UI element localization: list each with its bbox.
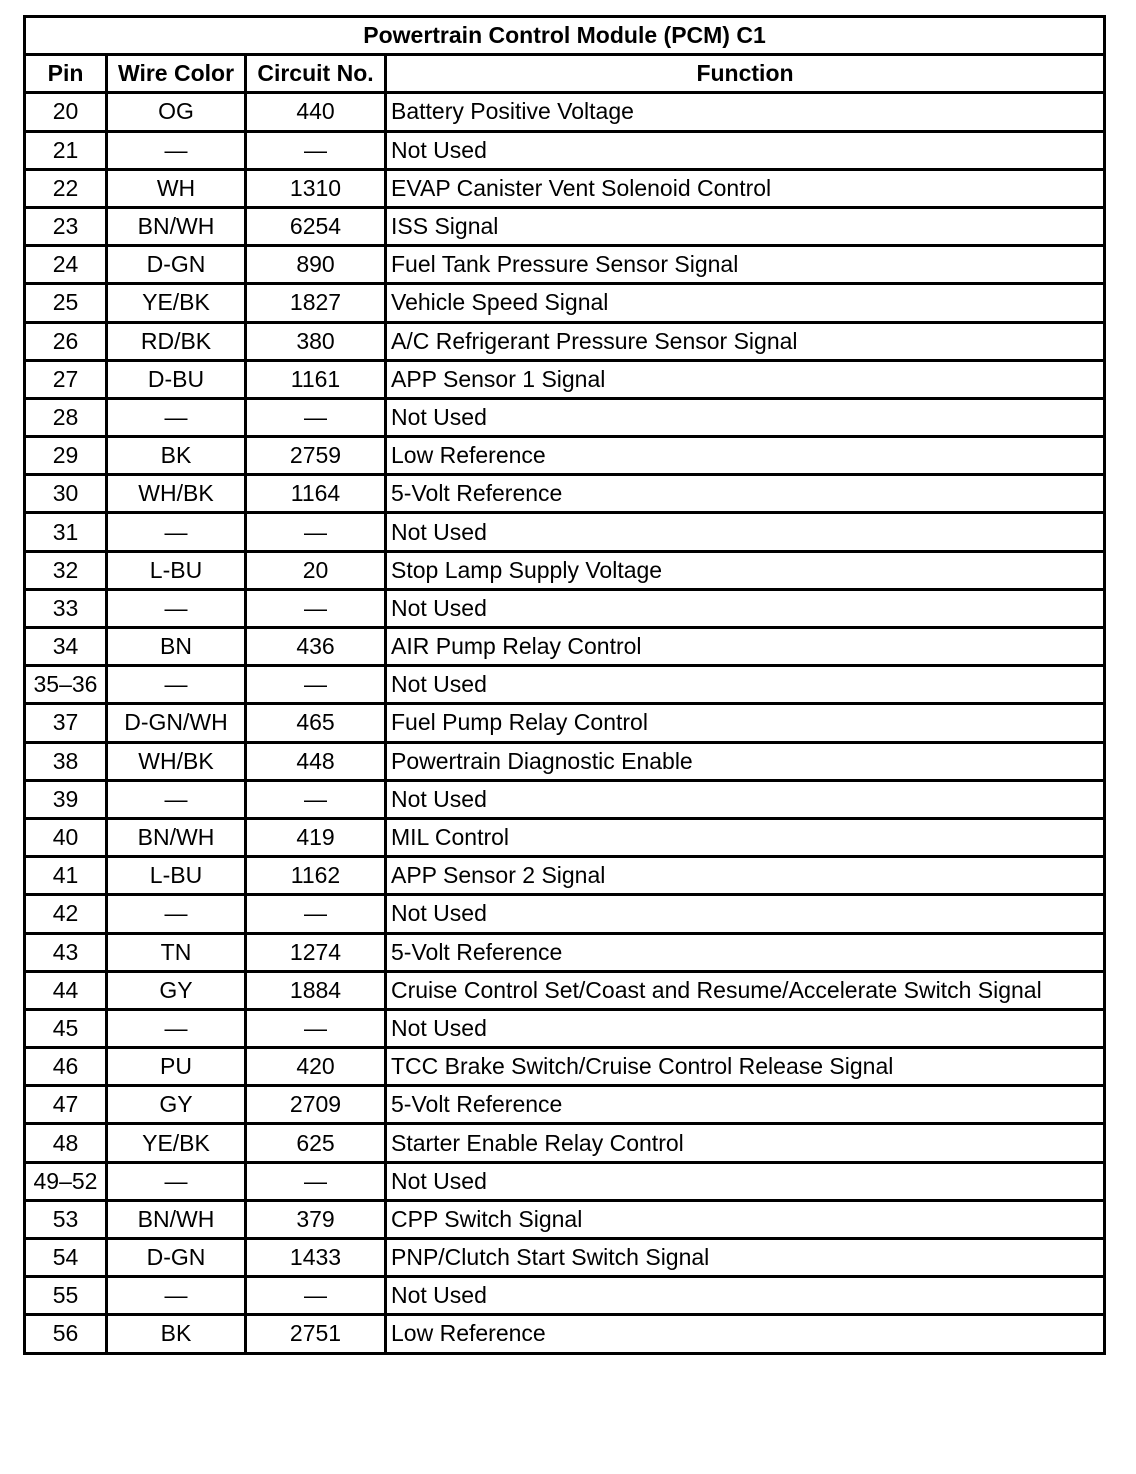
wire-color-cell: BN [107,628,246,666]
pin-cell: 37 [25,704,107,742]
wire-color-cell: WH/BK [107,742,246,780]
circuit-number-cell: — [246,1277,386,1315]
circuit-number-cell: 465 [246,704,386,742]
table-row [25,704,1105,742]
pin-cell: 42 [25,895,107,933]
pin-cell: 38 [25,742,107,780]
function-cell: Not Used [386,589,1105,627]
function-cell: PNP/Clutch Start Switch Signal [386,1239,1105,1277]
circuit-number-cell: — [246,666,386,704]
table-row [25,322,1105,360]
circuit-number-cell: 625 [246,1124,386,1162]
wire-color-cell: PU [107,1048,246,1086]
wire-color-cell: — [107,1277,246,1315]
function-cell: 5-Volt Reference [386,1086,1105,1124]
function-cell: Not Used [386,780,1105,818]
header-circuit-number: Circuit No. [246,55,386,93]
table-row [25,437,1105,475]
circuit-number-cell: — [246,131,386,169]
circuit-number-cell: 2759 [246,437,386,475]
function-cell: APP Sensor 1 Signal [386,360,1105,398]
circuit-number-cell: — [246,780,386,818]
function-cell: Battery Positive Voltage [386,93,1105,131]
wire-color-cell: D-GN/WH [107,704,246,742]
circuit-number-cell: 2709 [246,1086,386,1124]
table-row [25,1162,1105,1200]
pin-cell: 55 [25,1277,107,1315]
circuit-number-cell: — [246,398,386,436]
circuit-number-cell: 1433 [246,1239,386,1277]
header-pin: Pin [25,55,107,93]
pin-cell: 34 [25,628,107,666]
wire-color-cell: BN/WH [107,207,246,245]
table-row [25,207,1105,245]
pin-cell: 30 [25,475,107,513]
wire-color-cell: — [107,398,246,436]
function-cell: Not Used [386,1009,1105,1047]
function-cell: 5-Volt Reference [386,475,1105,513]
wire-color-cell: D-GN [107,1239,246,1277]
pin-cell: 39 [25,780,107,818]
circuit-number-cell: — [246,513,386,551]
pin-cell: 22 [25,169,107,207]
table-row [25,1086,1105,1124]
pin-cell: 44 [25,971,107,1009]
pin-cell: 45 [25,1009,107,1047]
table-row [25,589,1105,627]
wire-color-cell: — [107,666,246,704]
table-row [25,551,1105,589]
pin-rows [25,93,1105,1353]
pin-cell: 24 [25,246,107,284]
circuit-number-cell: 1827 [246,284,386,322]
function-cell: Fuel Tank Pressure Sensor Signal [386,246,1105,284]
wire-color-cell: TN [107,933,246,971]
circuit-number-cell: 890 [246,246,386,284]
wire-color-cell: GY [107,1086,246,1124]
circuit-number-cell: 420 [246,1048,386,1086]
function-cell: ISS Signal [386,207,1105,245]
pin-cell: 20 [25,93,107,131]
wire-color-cell: — [107,1162,246,1200]
pin-cell: 49–52 [25,1162,107,1200]
wire-color-cell: — [107,1009,246,1047]
table-row [25,933,1105,971]
wire-color-cell: BK [107,1315,246,1353]
function-cell: Not Used [386,398,1105,436]
circuit-number-cell: 6254 [246,207,386,245]
function-cell: 5-Volt Reference [386,933,1105,971]
wire-color-cell: YE/BK [107,1124,246,1162]
table-row [25,398,1105,436]
pin-cell: 21 [25,131,107,169]
circuit-number-cell: 379 [246,1200,386,1238]
circuit-number-cell: 20 [246,551,386,589]
wire-color-cell: WH [107,169,246,207]
table-row [25,742,1105,780]
function-cell: AIR Pump Relay Control [386,628,1105,666]
pin-cell: 28 [25,398,107,436]
function-cell: TCC Brake Switch/Cruise Control Release Signal [386,1048,1105,1086]
function-cell: Low Reference [386,1315,1105,1353]
wire-color-cell: — [107,780,246,818]
function-cell: Low Reference [386,437,1105,475]
circuit-number-cell: 448 [246,742,386,780]
circuit-number-cell: — [246,895,386,933]
table-row [25,1124,1105,1162]
pin-cell: 40 [25,818,107,856]
function-cell: EVAP Canister Vent Solenoid Control [386,169,1105,207]
table-row [25,284,1105,322]
function-cell: Not Used [386,895,1105,933]
wire-color-cell: L-BU [107,551,246,589]
table-row [25,513,1105,551]
wire-color-cell: GY [107,971,246,1009]
pin-cell: 43 [25,933,107,971]
function-cell: Not Used [386,666,1105,704]
wire-color-cell: — [107,895,246,933]
pin-cell: 53 [25,1200,107,1238]
circuit-number-cell: — [246,589,386,627]
table-title: Powertrain Control Module (PCM) C1 [25,17,1105,55]
table-row [25,1009,1105,1047]
circuit-number-cell: 436 [246,628,386,666]
wire-color-cell: D-GN [107,246,246,284]
table-row [25,780,1105,818]
circuit-number-cell: 1164 [246,475,386,513]
function-cell: Starter Enable Relay Control [386,1124,1105,1162]
pin-cell: 46 [25,1048,107,1086]
function-cell: Cruise Control Set/Coast and Resume/Accelerate Switch Signal [386,971,1105,1009]
circuit-number-cell: 1161 [246,360,386,398]
pin-cell: 33 [25,589,107,627]
pin-cell: 56 [25,1315,107,1353]
function-cell: A/C Refrigerant Pressure Sensor Signal [386,322,1105,360]
wire-color-cell: — [107,131,246,169]
function-cell: MIL Control [386,818,1105,856]
circuit-number-cell: 440 [246,93,386,131]
pin-cell: 25 [25,284,107,322]
circuit-number-cell: 2751 [246,1315,386,1353]
table-row [25,666,1105,704]
table-row [25,131,1105,169]
table-row [25,857,1105,895]
wire-color-cell: L-BU [107,857,246,895]
header-row [25,55,1105,93]
pin-cell: 47 [25,1086,107,1124]
pin-cell: 48 [25,1124,107,1162]
pin-cell: 29 [25,437,107,475]
table-row [25,1239,1105,1277]
wire-color-cell: BN/WH [107,1200,246,1238]
pin-cell: 35–36 [25,666,107,704]
circuit-number-cell: 1884 [246,971,386,1009]
wire-color-cell: YE/BK [107,284,246,322]
pin-cell: 32 [25,551,107,589]
function-cell: Not Used [386,1277,1105,1315]
function-cell: Not Used [386,131,1105,169]
table-row [25,1048,1105,1086]
wire-color-cell: — [107,589,246,627]
function-cell: Not Used [386,513,1105,551]
function-cell: Powertrain Diagnostic Enable [386,742,1105,780]
pin-cell: 31 [25,513,107,551]
circuit-number-cell: 1310 [246,169,386,207]
table-row [25,971,1105,1009]
table-row [25,818,1105,856]
wire-color-cell: WH/BK [107,475,246,513]
table-row [25,1200,1105,1238]
function-cell: Fuel Pump Relay Control [386,704,1105,742]
wire-color-cell: D-BU [107,360,246,398]
pin-cell: 41 [25,857,107,895]
table-row [25,360,1105,398]
pin-cell: 27 [25,360,107,398]
circuit-number-cell: 380 [246,322,386,360]
function-cell: Not Used [386,1162,1105,1200]
table-row [25,628,1105,666]
pin-cell: 26 [25,322,107,360]
circuit-number-cell: 1274 [246,933,386,971]
wire-color-cell: RD/BK [107,322,246,360]
table-row [25,475,1105,513]
function-cell: Stop Lamp Supply Voltage [386,551,1105,589]
function-cell: Vehicle Speed Signal [386,284,1105,322]
circuit-number-cell: — [246,1009,386,1047]
wire-color-cell: OG [107,93,246,131]
table-row [25,895,1105,933]
pin-cell: 54 [25,1239,107,1277]
circuit-number-cell: 419 [246,818,386,856]
wire-color-cell: BN/WH [107,818,246,856]
wire-color-cell: — [107,513,246,551]
circuit-number-cell: — [246,1162,386,1200]
title-row [25,17,1105,55]
table-row [25,169,1105,207]
connector-pinout-table [23,15,1106,1355]
table-row [25,1277,1105,1315]
table-row [25,93,1105,131]
function-cell: APP Sensor 2 Signal [386,857,1105,895]
pin-cell: 23 [25,207,107,245]
wire-color-cell: BK [107,437,246,475]
circuit-number-cell: 1162 [246,857,386,895]
table-row [25,246,1105,284]
table-row [25,1315,1105,1353]
header-function: Function [386,55,1105,93]
header-wire-color: Wire Color [107,55,246,93]
function-cell: CPP Switch Signal [386,1200,1105,1238]
